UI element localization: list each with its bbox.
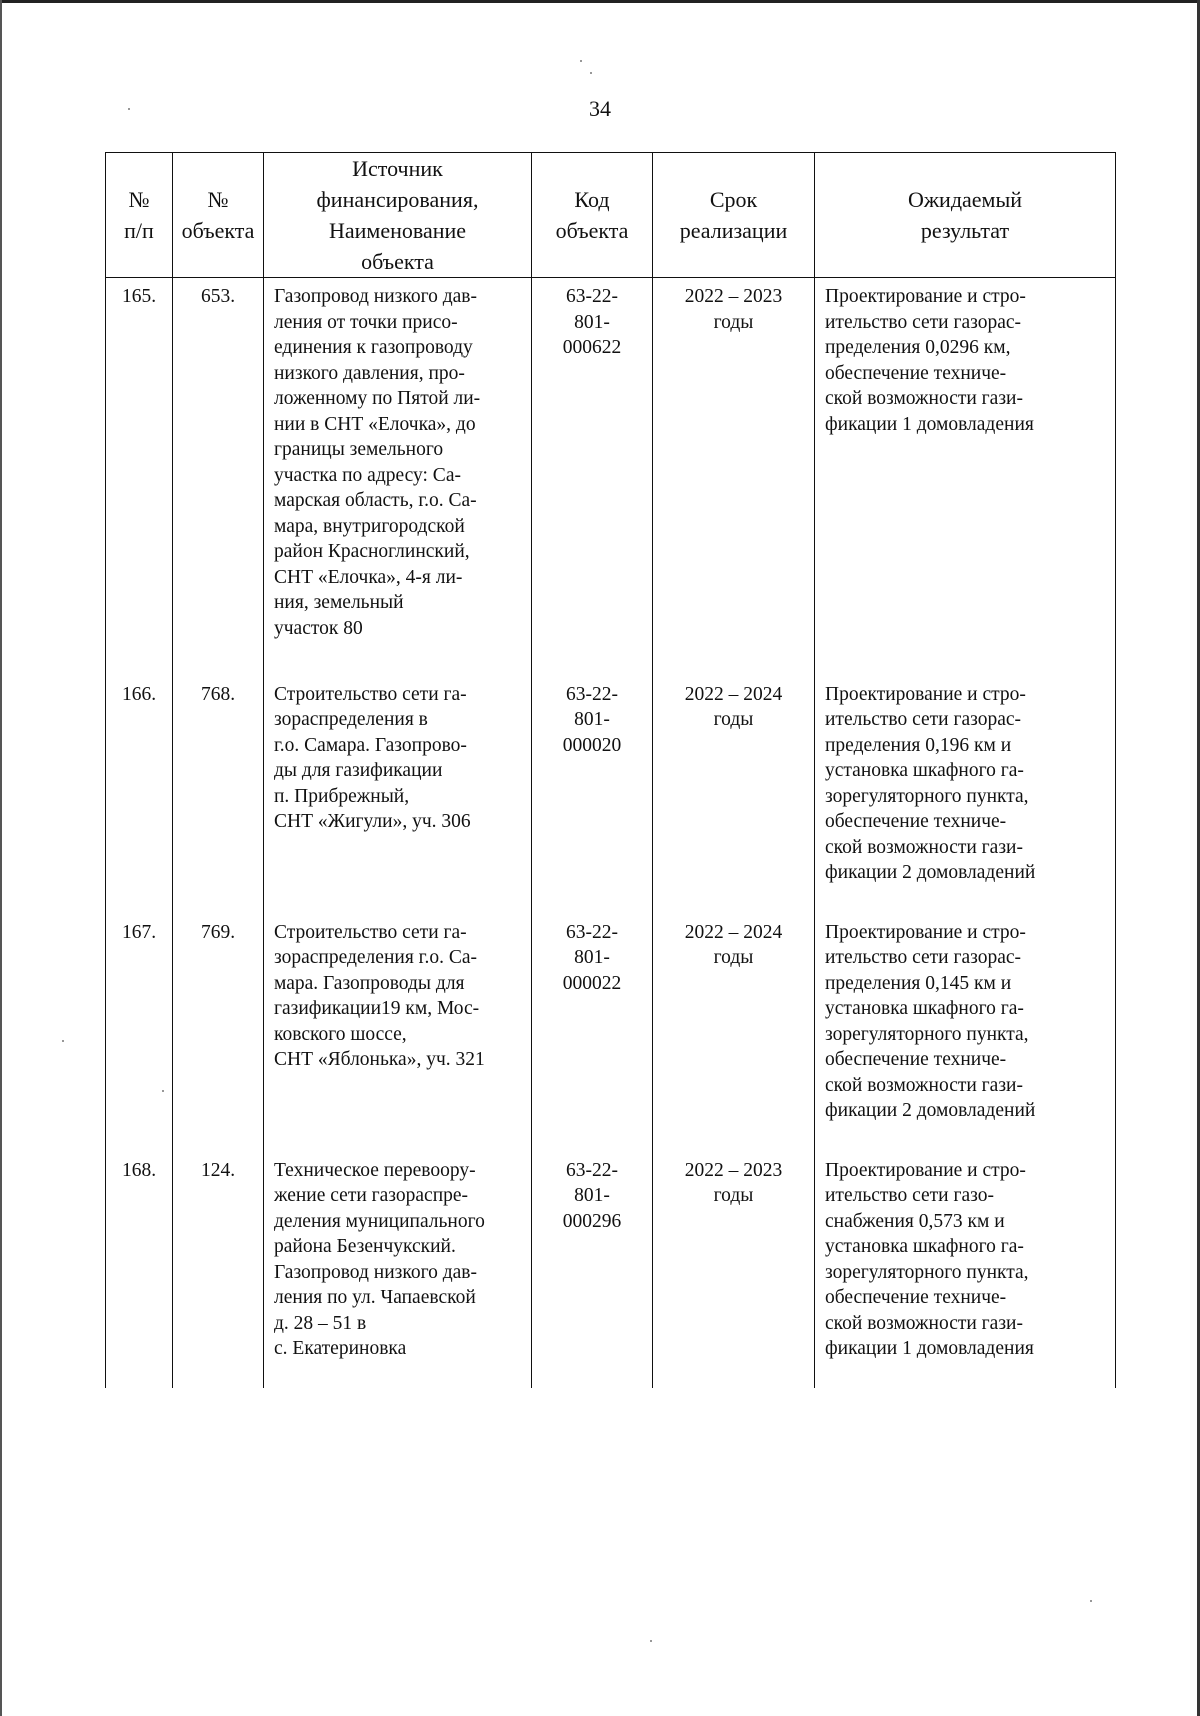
cell-expected-result: Проектирование и стро- ительство сети газорас- пределения 0,145 км и установка шкафного га- зорегуляторного пункта, обеспечение техниче- ской возможности гази- фикации 2 домовладений: [815, 914, 1116, 1152]
header-expected-result: Ожидаемый результат: [815, 153, 1116, 278]
cell-object-name: Строительство сети га- зораспределения в г.о. Самара. Газопрово- ды для газификации п. Прибрежный, СНТ «Жигули», уч. 306: [264, 676, 532, 914]
header-object-code: Код объекта: [532, 153, 653, 278]
scan-edge-left: [0, 0, 2, 1716]
cell-object-code: 63-22- 801- 000296: [532, 1152, 653, 1388]
scan-speck: [128, 108, 130, 110]
page-number: 34: [589, 96, 611, 121]
projects-table: [105, 152, 1116, 1388]
cell-object-number: 653.: [173, 278, 264, 676]
cell-object-code: 63-22- 801- 000622: [532, 278, 653, 676]
cell-object-number: 124.: [173, 1152, 264, 1388]
scan-edge-top: [0, 0, 1200, 3]
cell-expected-result: Проектирование и стро- ительство сети газорас- пределения 0,196 км и установка шкафного га- зорегуляторного пункта, обеспечение техниче- ской возможности гази- фикации 2 домовладений: [815, 676, 1116, 914]
cell-object-name: Строительство сети га- зораспределения г.о. Са- мара. Газопроводы для газификации19 км, Мос- ковского шоссе, СНТ «Яблонька», уч. 321: [264, 914, 532, 1152]
cell-object-number: 768.: [173, 676, 264, 914]
table-row: [106, 278, 1116, 676]
cell-term: 2022 – 2024 годы: [653, 676, 815, 914]
cell-expected-result: Проектирование и стро- ительство сети газорас- пределения 0,0296 км, обеспечение техниче- ской возможности гази- фикации 1 домовладения: [815, 278, 1116, 676]
scan-speck: [62, 1040, 64, 1042]
table-row: [106, 1152, 1116, 1388]
cell-row-number: 168.: [106, 1152, 173, 1388]
table-row: [106, 914, 1116, 1152]
table-header-row: [106, 153, 1116, 278]
header-object-number: № объекта: [173, 153, 264, 278]
cell-row-number: 165.: [106, 278, 173, 676]
cell-term: 2022 – 2023 годы: [653, 278, 815, 676]
table-row: [106, 676, 1116, 914]
cell-object-name: Газопровод низкого дав- ления от точки присо- единения к газопроводу низкого давления, про- ложенному по Пятой ли- нии в СНТ «Елочка», до границы земельного участка по адресу: Са- марская область, г.о. Са- мара, внутригородской район Красноглинский, СНТ «Елочка», 4-я ли- ния, земельный участок 80: [264, 278, 532, 676]
cell-object-code: 63-22- 801- 000022: [532, 914, 653, 1152]
header-source-name: Источник финансирования, Наименование объекта: [264, 153, 532, 278]
cell-expected-result: Проектирование и стро- ительство сети газо- снабжения 0,573 км и установка шкафного га- зорегуляторного пункта, обеспечение техниче- ской возможности гази- фикации 1 домовладения: [815, 1152, 1116, 1388]
cell-object-number: 769.: [173, 914, 264, 1152]
header-row-number: № п/п: [106, 153, 173, 278]
header-term: Срок реализации: [653, 153, 815, 278]
cell-row-number: 167.: [106, 914, 173, 1152]
cell-term: 2022 – 2024 годы: [653, 914, 815, 1152]
scan-speck: [590, 72, 592, 74]
cell-object-code: 63-22- 801- 000020: [532, 676, 653, 914]
scan-speck: [580, 60, 582, 62]
scan-speck: [1090, 1600, 1092, 1602]
cell-object-name: Техническое перевоору- жение сети газораспре- деления муниципального района Безенчукский. Газопровод низкого дав- ления по ул. Чапаевской д. 28 – 51 в с. Екатериновка: [264, 1152, 532, 1388]
scan-speck: [650, 1640, 652, 1642]
cell-term: 2022 – 2023 годы: [653, 1152, 815, 1388]
cell-row-number: 166.: [106, 676, 173, 914]
